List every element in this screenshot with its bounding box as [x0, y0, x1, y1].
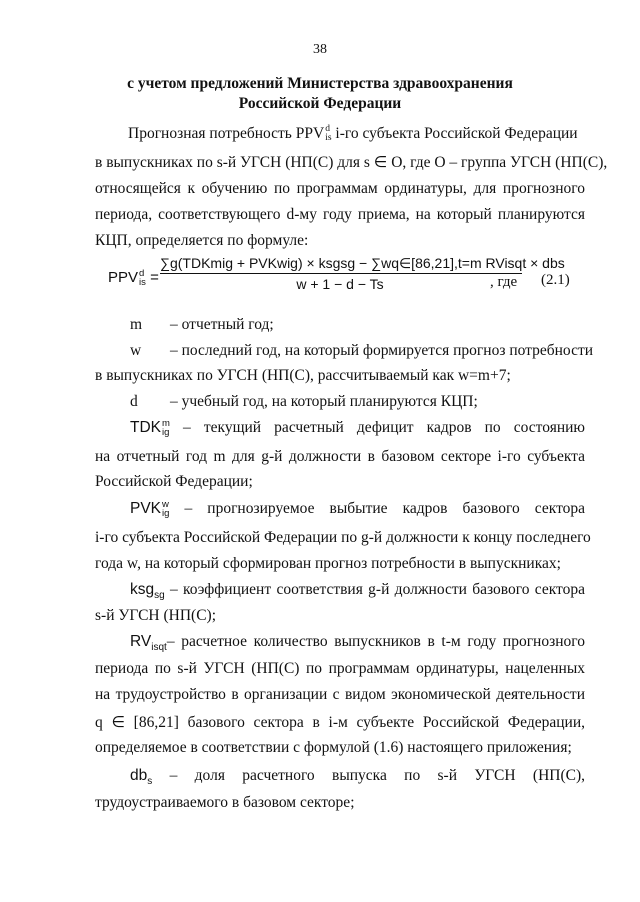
- def-ksg-line-2: s-й УГСН (НП(С);: [95, 607, 217, 624]
- intro-line-1: [128, 125, 585, 143]
- db-sub: s: [147, 776, 153, 788]
- def-rv-line-2: периода по s-й УГСН (НП(С) по программам ординатуры, нацеленных: [95, 660, 585, 677]
- intro-text-a: Прогнозная потребность PPV: [128, 125, 325, 142]
- pvk-sub: ig: [162, 508, 170, 519]
- tdk-sub: ig: [162, 427, 170, 438]
- rv-sub: isqt: [151, 642, 167, 654]
- def-rv-symbol: [130, 633, 167, 654]
- formula-numerator: ∑g(TDKmig + PVKwig) × ksgsg − ∑wq∈[86,21],t=m RVisqt × dbs: [160, 255, 565, 271]
- pvk-sup: w: [162, 499, 169, 510]
- formula-denominator: w + 1 − d − Ts: [296, 276, 384, 292]
- page-number: 38: [313, 42, 327, 57]
- def-pvk-line-2: i-го субъекта Российской Федерации по g-й должности к концу последнего: [95, 529, 591, 546]
- def-pvk-text-1: – прогнозируемое выбытие кадров базового сектора: [184, 500, 586, 518]
- def-ksg-text-1: – коэффициент соответствия g-й должности базового сектора: [170, 581, 586, 598]
- pvk-sym: PVK: [130, 500, 162, 518]
- def-w-line-2: в выпускниках по УГСН (НП(С), рассчитываемый как w=m+7;: [95, 367, 511, 384]
- formula-number: (2.1): [541, 272, 570, 288]
- heading-line-2: Российской Федерации: [238, 95, 402, 112]
- section-heading: [60, 74, 580, 114]
- formula-lhs-symbol: PPV: [108, 269, 139, 286]
- tdk-indices: [162, 419, 170, 437]
- tdk-sym: TDK: [130, 419, 161, 437]
- intro-line-5: КЦП, определяется по формуле:: [95, 232, 309, 249]
- formula-lhs-sup: d: [139, 268, 145, 280]
- def-d: [130, 393, 620, 411]
- def-d-symbol: d: [130, 393, 138, 410]
- def-d-text: – учебный год, на который планируются КЦП;: [170, 393, 478, 410]
- formula-lhs-indices: [139, 269, 146, 287]
- db-sym: db: [130, 767, 148, 784]
- def-ksg-symbol: [130, 581, 165, 602]
- formula-lhs-sub: is: [139, 277, 146, 289]
- formula-lhs: [108, 269, 159, 287]
- intro-text-b: i-го субъекта Российской Федерации: [331, 125, 578, 142]
- formula-where: , где: [490, 274, 518, 290]
- rv-sym: RV: [130, 633, 152, 650]
- def-rv-line-5: определяемое в соответствии с формулой (1.6) настоящего приложения;: [95, 739, 572, 756]
- heading-line-1: с учетом предложений Министерства здравоохранения: [127, 75, 513, 92]
- def-pvk-line-3: года w, на который сформирован прогноз потребности в выпускниках;: [95, 555, 561, 572]
- def-rv: [130, 633, 585, 653]
- ppv-sup: d: [325, 124, 330, 135]
- formula-2-1: [95, 255, 585, 305]
- def-tdk-line-3: Российской Федерации;: [95, 473, 253, 490]
- def-tdk-symbol: [130, 419, 170, 436]
- def-db-symbol: [130, 767, 153, 788]
- def-pvk: [130, 500, 585, 518]
- ksg-sub: sg: [154, 590, 165, 602]
- intro-line-2: в выпускниках по s-й УГСН (НП(С) для s ∈ O, где O – группа УГСН (НП(С),: [95, 154, 608, 171]
- def-m-symbol: m: [130, 316, 143, 333]
- def-ksg: [130, 581, 585, 601]
- tdk-sup: m: [162, 418, 170, 429]
- def-rv-line-3: на трудоустройство в организации с видом экономической деятельности: [95, 686, 585, 703]
- def-m-text: – отчетный год;: [170, 316, 274, 333]
- def-db: [130, 767, 585, 787]
- def-m: [130, 316, 620, 334]
- pvk-indices: [162, 500, 169, 518]
- intro-line-4: периода, соответствующего d-му году приема, на который планируются: [95, 206, 585, 223]
- ksg-sym: ksg: [130, 581, 155, 598]
- formula-fraction: [160, 255, 565, 292]
- def-rv-text-1: – расчетное количество выпускников в t-м году прогнозного: [166, 633, 585, 650]
- ppv-sub: is: [325, 133, 332, 144]
- intro-line-3: относящейся к обучению по программам ординатуры, для прогнозного: [95, 180, 585, 197]
- def-rv-line-4: q ∈ [86,21] базового сектора в i-м субъекте Российской Федерации,: [95, 714, 585, 731]
- def-db-line-2: трудоустраиваемого в базовом секторе;: [95, 794, 355, 811]
- def-tdk-text-1: – текущий расчетный дефицит кадров по состоянию: [183, 419, 585, 437]
- def-tdk: [130, 419, 585, 437]
- def-tdk-line-2: на отчетный год m для g-й должности в базовом секторе i-го субъекта: [95, 448, 585, 465]
- formula-equals: =: [150, 269, 159, 286]
- def-w: [130, 342, 594, 360]
- def-w-text-1: – последний год, на который формируется прогноз потребности: [170, 342, 594, 359]
- def-w-symbol: w: [130, 342, 142, 359]
- def-pvk-symbol: [130, 500, 169, 517]
- def-db-text-1: – доля расчетного выпуска по s-й УГСН (НП(С),: [169, 767, 585, 784]
